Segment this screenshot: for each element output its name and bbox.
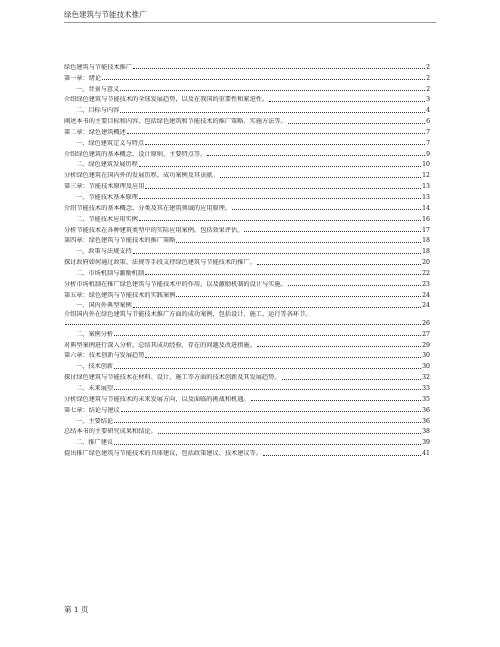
dot-leader (257, 346, 421, 347)
toc-entry[interactable] (64, 93, 430, 104)
toc-entry-text: 第七章：结论与建议 (64, 406, 120, 414)
toc-page-number: 18 (422, 237, 430, 245)
toc-page-number: 36 (422, 406, 430, 414)
toc-page-number: 24 (422, 291, 430, 299)
toc-page-number: 6 (426, 118, 430, 126)
dot-leader (114, 335, 421, 336)
toc-entry[interactable] (64, 359, 430, 370)
toc-entry[interactable] (64, 179, 430, 190)
toc-entry[interactable] (64, 277, 430, 288)
toc-entry-text: 一、国内外典型案例 (76, 302, 132, 310)
toc-entry[interactable] (64, 114, 430, 125)
toc-entry[interactable] (64, 327, 430, 338)
dot-leader (133, 68, 425, 69)
toc-page-number: 16 (422, 215, 430, 223)
toc-entry-text: 第三章：节能技术原理及应用 (64, 183, 145, 191)
toc-entry-text: 第一章：绪论 (64, 74, 102, 82)
toc-page-number: 2 (426, 74, 430, 82)
toc-page-number: 20 (422, 259, 430, 267)
toc-entry-text: 二、绿色建筑发展历程 (76, 161, 138, 169)
dot-leader (139, 220, 421, 221)
dot-leader (121, 411, 421, 412)
toc-page-number: 9 (426, 150, 430, 158)
toc-entry-text: 探讨政府如何通过政策、法规等手段支持绿色建筑与节能技术的推广。 (64, 259, 256, 267)
toc-entry-text: 总结本书的主要研究成果和结论。 (64, 428, 157, 436)
toc-page-number: 38 (422, 428, 430, 436)
dot-leader (139, 166, 421, 167)
dot-leader (102, 79, 425, 80)
dot-leader (114, 422, 421, 423)
dot-leader (257, 264, 421, 265)
toc-page-number: 3 (426, 96, 430, 104)
toc-page-number: 13 (422, 183, 430, 191)
toc-entry-text: 提出推广绿色建筑与节能技术的具体建议，包括政策建议、技术建议等。 (64, 450, 262, 458)
table-of-contents (64, 60, 430, 457)
toc-page-number: 30 (422, 363, 430, 371)
toc-entry-text: 一、绿色建筑定义与特点 (76, 139, 145, 147)
toc-entry-text: 二、案例分析 (76, 330, 114, 338)
toc-page-number: 2 (426, 85, 430, 93)
toc-entry-text: 分析市场机制在推广绿色建筑与节能技术中的作用，以及激励机制的设计与实施。 (64, 280, 287, 288)
toc-page-number: 22 (422, 269, 430, 277)
toc-entry[interactable] (64, 60, 430, 71)
toc-entry[interactable] (64, 392, 430, 403)
dot-leader (158, 433, 421, 434)
dot-leader (282, 379, 422, 380)
toc-entry-text: 第六章：技术创新与发展趋势 (64, 352, 145, 360)
toc-page-number: 32 (422, 374, 430, 382)
dot-leader (251, 400, 422, 401)
toc-entry-text: 介绍国内外在绿色建筑与节能技术推广方面的成功案例，包括设计、施工、运行等各环节。 (64, 311, 312, 319)
dot-leader (120, 112, 425, 113)
dot-leader (176, 296, 421, 297)
toc-entry[interactable] (64, 223, 430, 234)
toc-entry-text: 一、政策与法规支持 (76, 248, 132, 256)
toc-entry-text: 分析绿色建筑在国内外的发展历程、成功案例及其贡献。 (64, 172, 219, 180)
toc-entry-text: 阐述本书的主要目标和内容，包括绿色建筑和节能技术的推广策略、实施方法等。 (64, 118, 287, 126)
toc-page-number: 29 (422, 341, 430, 349)
toc-entry[interactable] (64, 71, 430, 82)
toc-page-number: 39 (422, 439, 430, 447)
toc-entry[interactable] (64, 136, 430, 147)
toc-entry[interactable] (64, 103, 430, 114)
toc-entry-text: 二、节能技术应用实例 (76, 215, 138, 223)
toc-entry-text: 介绍节能技术的基本概念、分类及其在建筑领域的应用原理。 (64, 204, 232, 212)
toc-entry[interactable] (64, 309, 430, 327)
toc-entry[interactable] (64, 255, 430, 266)
toc-page-number: 10 (422, 161, 430, 169)
toc-entry[interactable] (64, 370, 430, 381)
toc-entry-text: 二、推广建议 (76, 439, 114, 447)
toc-entry[interactable] (64, 381, 430, 392)
toc-entry[interactable] (64, 158, 430, 169)
toc-entry[interactable] (64, 234, 430, 245)
dot-leader (127, 133, 425, 134)
toc-entry[interactable] (64, 244, 430, 255)
dot-leader (145, 274, 421, 275)
toc-entry[interactable] (64, 201, 430, 212)
toc-entry-text: 一、节能技术基本原理 (76, 193, 138, 201)
dot-leader (133, 253, 421, 254)
toc-entry[interactable] (64, 147, 430, 158)
dot-leader (139, 198, 421, 199)
toc-page-number: 30 (422, 352, 430, 360)
toc-entry[interactable] (64, 266, 430, 277)
dot-leader (145, 188, 421, 189)
dot-leader (114, 389, 421, 390)
toc-page-number: 33 (422, 384, 430, 392)
dot-leader (288, 123, 425, 124)
running-header: 绿色建筑与节能技术推广 (64, 10, 147, 19)
dot-leader (133, 307, 421, 308)
dot-leader (114, 444, 421, 445)
toc-entry[interactable] (64, 212, 430, 223)
toc-page-number: 13 (422, 193, 430, 201)
toc-entry[interactable] (64, 435, 430, 446)
dot-leader (176, 242, 421, 243)
toc-entry-text: 二、目标与内容 (76, 107, 120, 115)
toc-entry-text: 第五章：绿色建筑与节能技术的实践案例 (64, 291, 176, 299)
dot-leader (207, 155, 425, 156)
toc-entry-text: 第二章：绿色建筑概述 (64, 128, 126, 136)
toc-entry[interactable] (64, 446, 430, 457)
dot-leader (120, 90, 425, 91)
toc-entry-text: 二、市场机制与激励机制 (76, 269, 145, 277)
toc-entry[interactable] (64, 349, 430, 360)
toc-entry[interactable] (64, 168, 430, 179)
toc-entry-text: 二、未来展望 (76, 384, 114, 392)
dot-leader (288, 285, 421, 286)
toc-entry-text: 对典型案例进行深入分析，总结其成功经验、存在的问题及改进措施。 (64, 341, 256, 349)
toc-entry-text: 一、背景与意义 (76, 85, 120, 93)
toc-entry[interactable] (64, 288, 430, 299)
dot-leader (145, 144, 425, 145)
toc-entry[interactable] (64, 82, 430, 93)
toc-entry-text: 分析绿色建筑与节能技术的未来发展方向，以及面临的挑战和机遇。 (64, 395, 250, 403)
toc-entry-text: 一、主要结论 (76, 417, 114, 425)
toc-entry-text: 第四章：绿色建筑与节能技术的推广策略 (64, 237, 176, 245)
toc-entry-text: 分析节能技术在各种建筑类型中的实际应用案例，包括效果评估。 (64, 226, 244, 234)
toc-page-number: 2 (426, 63, 430, 71)
toc-page-number: 18 (422, 248, 430, 256)
dot-leader (65, 324, 421, 325)
dot-leader (244, 231, 421, 232)
toc-entry[interactable] (64, 190, 430, 201)
header-rule (64, 22, 436, 23)
dot-leader (114, 368, 421, 369)
dot-leader (269, 101, 425, 102)
page-number: 第 1 页 (64, 605, 89, 614)
dot-leader (232, 209, 421, 210)
toc-page-number: 12 (422, 172, 430, 180)
toc-page-number: 41 (422, 450, 430, 458)
toc-page-number: 23 (422, 280, 430, 288)
toc-entry-text: 绿色建筑与节能技术推广 (64, 63, 133, 71)
toc-entry-text: 介绍绿色建筑的基本概念、设计原则、主要特点等。 (64, 150, 207, 158)
toc-entry-text: 介绍绿色建筑与节能技术的全球发展趋势，以及在我国的重要性和紧迫性。 (64, 96, 269, 104)
toc-entry-text: 探讨绿色建筑与节能技术在材料、设计、施工等方面的技术创新及其发展趋势。 (64, 374, 281, 382)
toc-entry[interactable] (64, 338, 430, 349)
toc-page-number: 35 (422, 395, 430, 403)
dot-leader (263, 455, 421, 456)
toc-page-number: 4 (426, 107, 430, 115)
toc-page-number: 36 (422, 417, 430, 425)
dot-leader (220, 177, 421, 178)
toc-page-number: 24 (422, 302, 430, 310)
toc-entry[interactable] (64, 299, 430, 310)
toc-entry[interactable] (64, 414, 430, 425)
toc-page-number: 14 (422, 204, 430, 212)
toc-entry[interactable] (64, 403, 430, 414)
toc-page-number: 7 (426, 139, 430, 147)
toc-entry[interactable] (64, 425, 430, 436)
dot-leader (145, 357, 421, 358)
toc-page-number: 17 (422, 226, 430, 234)
toc-entry-text: 一、技术创新 (76, 363, 114, 371)
toc-page-number: 27 (422, 330, 430, 338)
toc-page-number: 7 (426, 128, 430, 136)
toc-entry[interactable] (64, 125, 430, 136)
toc-page-number: 26 (422, 319, 430, 327)
